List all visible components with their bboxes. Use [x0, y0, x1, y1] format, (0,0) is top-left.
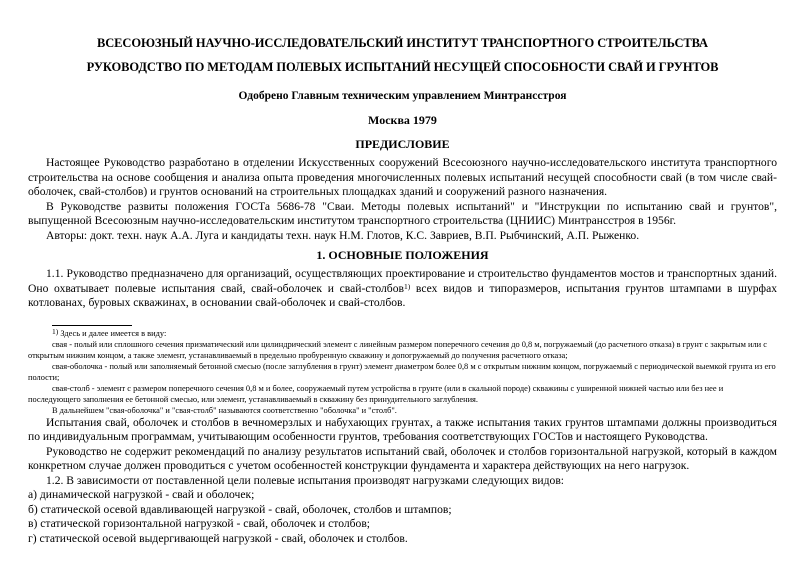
section-1-heading: 1. ОСНОВНЫЕ ПОЛОЖЕНИЯ: [316, 248, 489, 262]
list-item: а) динамической нагрузкой - свай и оболочек;: [28, 488, 255, 501]
list-item: в) статической горизонтальной нагрузкой - свай, оболочек и столбов;: [28, 517, 371, 530]
footnote-intro-text: Здесь и далее имеется в виду:: [58, 328, 167, 338]
list-item: б) статической осевой вдавливающей нагрузкой - свай, оболочек, столбов и штампов;: [28, 502, 452, 516]
footnote-item-pile: свая - полый или сплошного сечения призматический или цилиндрический элемент с линейным размером поперечного сечения до 0,8 м, погружаемый (до расчетного отказа) в грунт с закрытым или с открытым нижним концом, а также элемент, устанавливаемый в предельно пробуренную скважину и допогружаемый до получения расчетного отказа;: [28, 339, 767, 360]
preface-authors: Авторы: докт. техн. наук А.А. Луга и кандидаты техн. наук Н.М. Глотов, К.С. Завриев, В.П. Рыбчинский, А.П. Рыженко.: [46, 228, 640, 242]
preface-heading: ПРЕДИСЛОВИЕ: [355, 137, 450, 151]
section-1-paragraph-1: [28, 267, 777, 311]
preface-paragraph-1: Настоящее Руководство разработано в отделении Искусственных сооружений Всесоюзного научно-исследовательского института транспортного строительства на основе сообщения и анализа опыта проведения многочисленных полевых испытаний несущей способности свай (в том числе свай-оболочек, свай-столбов) и грунтов оснований на строительных площадках зданий и сооружений разного назначения.: [28, 156, 777, 198]
place-year: Москва 1979: [368, 113, 437, 127]
footnote-item-naming: В дальнейшем "свая-оболочка" и "свая-столб" называются соответственно "оболочка" и "столб".: [52, 405, 397, 415]
list-item: г) статической осевой выдергивающей нагрузкой - свай, оболочек и столбов.: [28, 531, 408, 545]
footnote-item-column-pile: свая-столб - элемент с размером поперечного сечения 0,8 м и более, сооружаемый путем устройства в грунте (или в скальной породе) скважины с уширенной нижней частью или без нее и последующего заполнения ее бетонной смесью, или элемент, устанавливаемый в скважину без принудительного заглубления.: [28, 383, 724, 404]
preface-paragraph-2: В Руководстве развиты положения ГОСТа 5686-78 "Сваи. Методы полевых испытаний" и "Инструкции по испытанию свай и грунтов", выпущенной Всесоюзным научно-исследовательским институтом транспортного строительства (ЦНИИС) Минтрансстроя в 1956г.: [28, 199, 777, 227]
institute-title: ВСЕСОЮЗНЫЙ НАУЧНО-ИССЛЕДОВАТЕЛЬСКИЙ ИНСТИТУТ ТРАНСПОРТНОГО СТРОИТЕЛЬСТВА: [97, 36, 708, 50]
approval-line: Одобрено Главным техническим управлением Минтрансстроя: [238, 90, 567, 102]
document-title: РУКОВОДСТВО ПО МЕТОДАМ ПОЛЕВЫХ ИСПЫТАНИЙ НЕСУЩЕЙ СПОСОБНОСТИ СВАЙ И ГРУНТОВ: [86, 60, 719, 74]
footnote-divider: [52, 325, 132, 326]
section-1-paragraph-3: Руководство не содержит рекомендаций по анализу результатов испытаний свай, оболочек и столбов горизонтальной нагрузкой, который в каждом конкретном случае должен проводиться с учетом особенностей конструкции фундамента и характера действующих на него нагрузок.: [28, 444, 777, 472]
footnote-reference[interactable]: 1): [403, 281, 411, 291]
paragraph-text-end: всех видов и типоразмеров, испытания грунтов штампами в шурфах котлованах, буровых скважинах, в основании свай-оболочек и свай-столбов.: [28, 281, 778, 309]
paragraph-text-start: 1.1. Руководство предназначено для организаций, осуществляющих проектирование и строительство фундаментов мостов и транспортных зданий. Оно охватывает полевые испытания свай, свай-оболочек и свай-столбов: [28, 267, 777, 295]
footnote-mark: 1): [52, 326, 59, 336]
section-1-paragraph-2: Испытания свай, оболочек и столбов в вечномерзлых и набухающих грунтах, а также испытания таких грунтов штампами должны производиться по индивидуальным программам, учитывающим особенности грунтов, требования соответствующих ГОСТов и настоящего Руководства.: [28, 415, 777, 443]
section-1-paragraph-4: 1.2. В зависимости от поставленной цели полевые испытания производят нагрузками следующих видов:: [46, 473, 565, 487]
footnote-item-shell-pile: свая-оболочка - полый или заполняемый бетонной смесью (после заглубления в грунт) элемент диаметром более 0,8 м с открытым нижним концом, погружаемый с периодической выемкой грунта из его полости;: [28, 361, 776, 382]
footnote-intro: [28, 328, 777, 339]
